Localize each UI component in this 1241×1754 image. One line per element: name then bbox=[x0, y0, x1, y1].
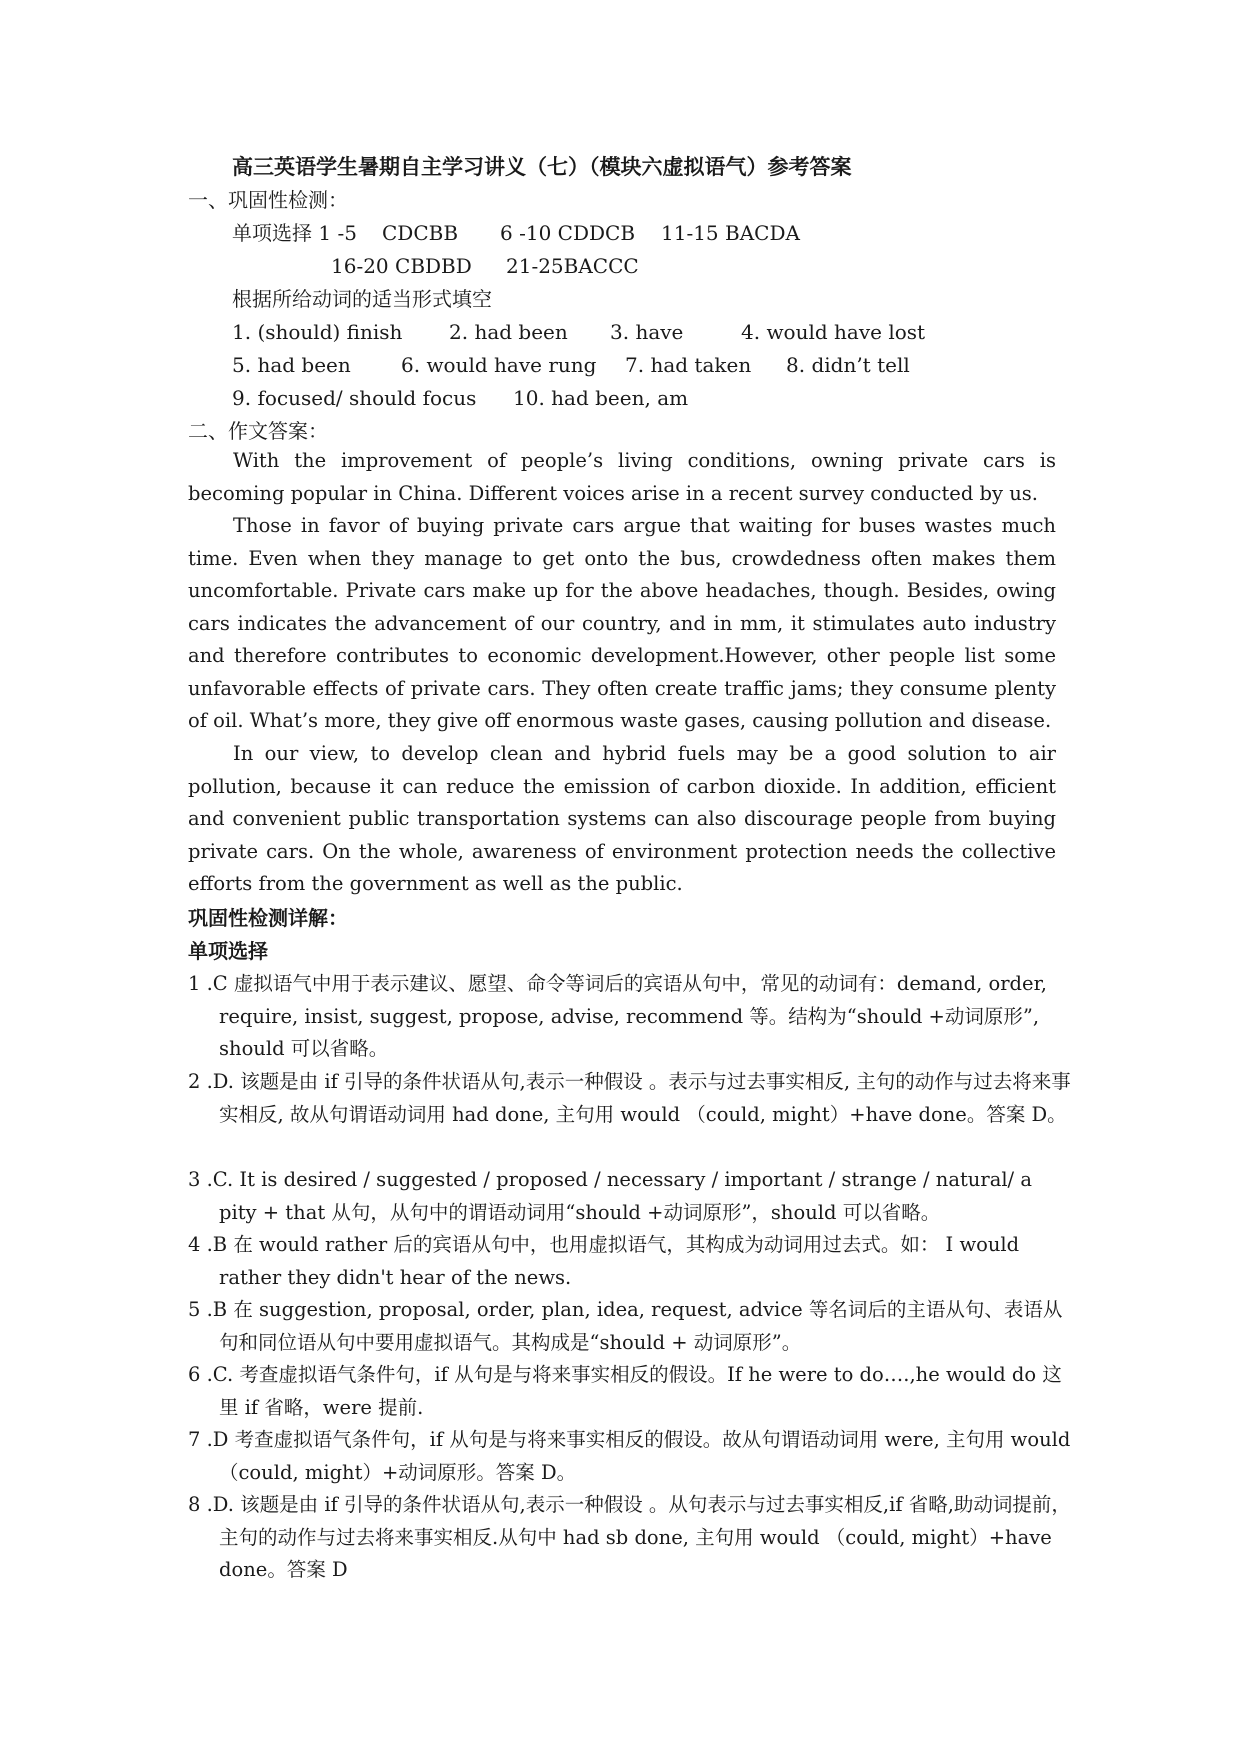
fill-answer: 4. would have lost bbox=[741, 320, 926, 344]
explanation-item: 4 .B 在 would rather 后的宾语从句中，也用虚拟语气，其构成为动词用过去式。如： I would rather they didn't hear of the news. bbox=[188, 1233, 1020, 1289]
fill-answer: 6. would have rung bbox=[401, 353, 597, 377]
explanation-item: 1 .C 虚拟语气中用于表示建议、愿望、命令等词后的宾语从句中，常见的动词有：demand, order, require, insist, suggest, propose, advise, recommend 等。结构为“should +动词原形”, should 可以省略。 bbox=[188, 972, 1047, 1060]
section-heading-consolidation: 一、巩固性检测： bbox=[188, 188, 348, 212]
mc-answer: CDCBB bbox=[382, 221, 459, 245]
explanation-item: 8 .D. 该题是由 if 引导的条件状语从句,表示一种假设 。从句表示与过去事实相反,if 省略,助动词提前， 主句的动作与过去将来事实相反.从句中 had sb done, 主句用 would （could, might）+have done。答案 D bbox=[188, 1493, 1071, 1581]
explanation-item: 7 .D 考查虚拟语气条件句，if 从句是与将来事实相反的假设。故从句谓语动词用 were, 主句用 would （could, might）+动词原形。答案 D。 bbox=[188, 1428, 1071, 1484]
fill-answer: 2. had been bbox=[449, 320, 568, 344]
explanation-item: 3 .C. It is desired / suggested / proposed / necessary / important / strange / natural/ a pity + that 从句，从句中的谓语动词用“should +动词原形”，should 可以省略。 bbox=[188, 1168, 1032, 1224]
mc-answer: 21-25BACCC bbox=[506, 254, 639, 278]
fill-answer: 7. had taken bbox=[625, 353, 752, 377]
mc-answer: 11-15 BACDA bbox=[661, 221, 800, 245]
explanation-item: 2 .D. 该题是由 if 引导的条件状语从句,表示一种假设 。表示与过去事实相反, 主句的动作与过去将来事实相反, 故从句谓语动词用 had done, 主句用 would （could, might）+have done。答案 D。 bbox=[188, 1070, 1071, 1126]
page-title: 高三英语学生暑期自主学习讲义（七）（模块六虚拟语气）参考答案 bbox=[232, 154, 852, 179]
fill-answer: 9. focused/ should focus bbox=[232, 386, 477, 410]
fill-answer: 1. (should) finish bbox=[232, 320, 403, 344]
mc-answer: 16-20 CBDBD bbox=[331, 254, 472, 278]
fill-answer: 8. didn’t tell bbox=[786, 353, 910, 377]
mc-answer: 6 -10 CDDCB bbox=[500, 221, 636, 245]
fill-answer: 10. had been, am bbox=[513, 386, 689, 410]
essay-paragraph: Those in favor of buying private cars argue that waiting for buses wastes much time. Even when they manage to get onto the bus, crowdedness often makes them uncomfortable. Private cars make up for the above headaches, though. Besides, owing cars indicates the advancement of our country, and in mm, it stimulates auto industry and therefore contributes to economic development.However, other people list some unfavorable effects of private cars. They often create traffic jams; they consume plenty of oil. What’s more, they give off enormous waste gases, causing pollution and disease. bbox=[188, 514, 1056, 732]
essay-paragraph: With the improvement of people’s living conditions, owning private cars is becoming popular in China. Different voices arise in a recent survey conducted by us. bbox=[188, 449, 1056, 505]
explanation-heading: 巩固性检测详解： bbox=[188, 906, 348, 930]
explanation-subheading: 单项选择 bbox=[188, 939, 268, 963]
section-heading-essay: 二、作文答案： bbox=[188, 419, 328, 443]
explanation-item: 6 .C. 考查虚拟语气条件句，if 从句是与将来事实相反的假设。If he were to do….,he would do 这里 if 省略，were 提前. bbox=[188, 1363, 1062, 1419]
essay-paragraph: In our view, to develop clean and hybrid fuels may be a good solution to air pollution, because it can reduce the emission of carbon dioxide. In addition, efficient and convenient public transportation systems can also discourage people from buying private cars. On the whole, awareness of environment protection needs the collective efforts from the government as well as the public. bbox=[188, 742, 1056, 895]
fill-answer: 5. had been bbox=[232, 353, 351, 377]
fill-answer: 3. have bbox=[610, 320, 684, 344]
explanation-item: 5 .B 在 suggestion, proposal, order, plan, idea, request, advice 等名词后的主语从句、表语从句和同位语从句中要用虚拟语气。其构成是“should + 动词原形”。 bbox=[188, 1298, 1063, 1354]
mc-label: 单项选择 1 -5 bbox=[232, 221, 357, 245]
fill-in-heading: 根据所给动词的适当形式填空 bbox=[232, 287, 492, 311]
